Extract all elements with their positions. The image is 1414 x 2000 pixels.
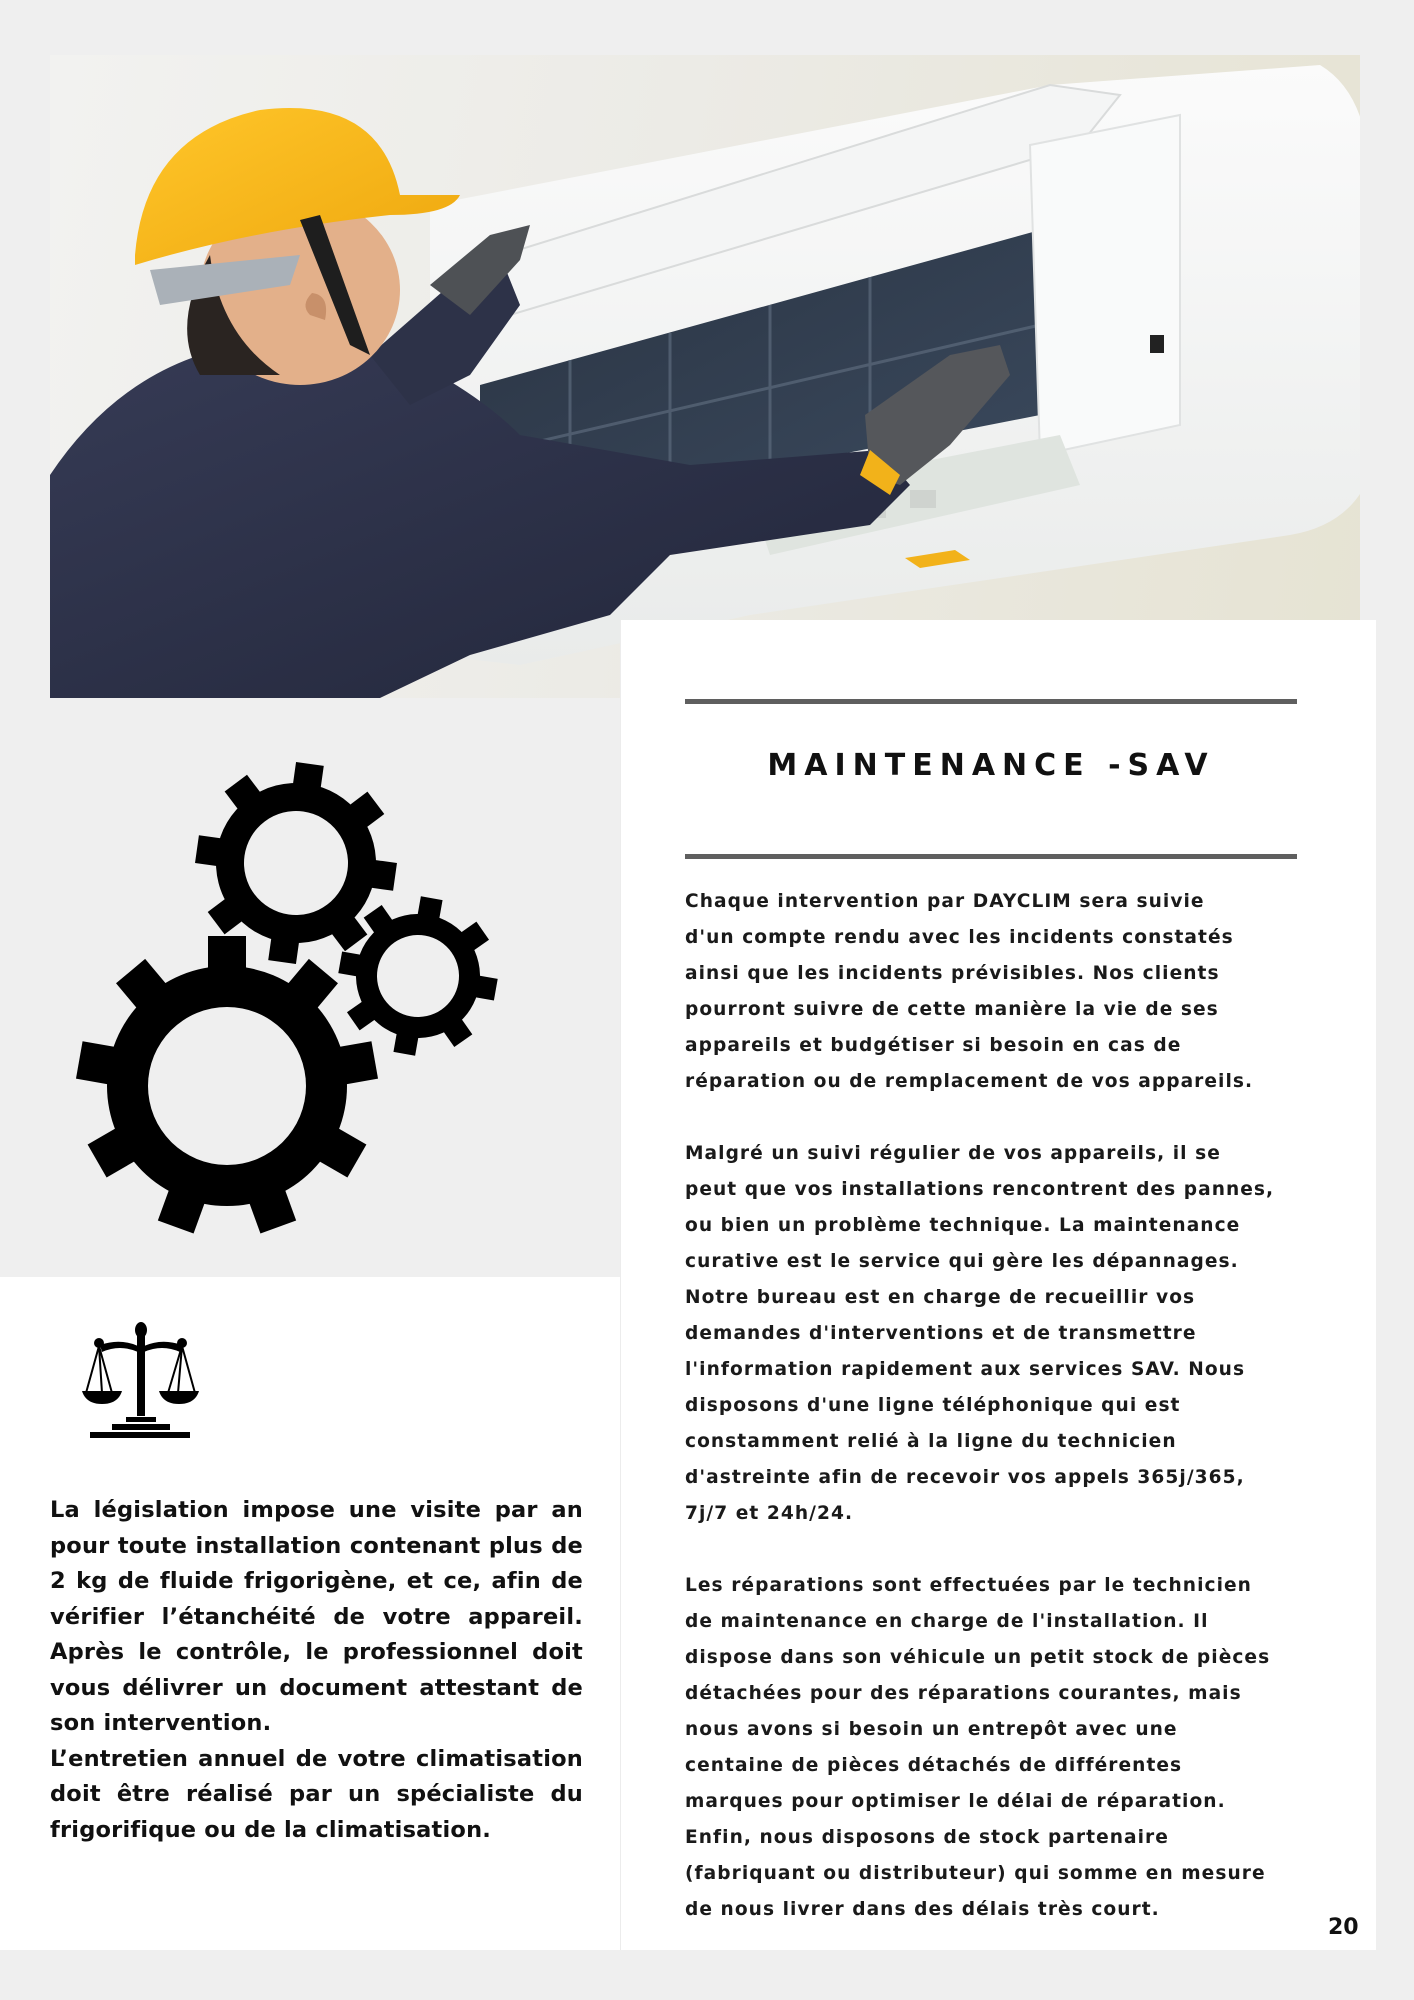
- gear-large: [76, 936, 378, 1233]
- legal-paragraph: La législation impose une visite par an pour toute installation contenant plus de 2 kg de fluide frigorigène, et ce, afin de vérifier l’étanchéité de votre appareil. Après le contrôle, le professionnel doit vous délivrer un document attestant de son intervention.: [50, 1497, 583, 1736]
- title-rule-bottom: [685, 854, 1297, 859]
- legal-paragraph: L’entretien annuel de votre climatisation doit être réalisé par un spécialiste du frigorifique ou de la climatisation.: [50, 1745, 583, 1843]
- maintenance-panel: [620, 620, 1376, 1950]
- section-title: MAINTENANCE -SAV: [767, 748, 1215, 783]
- scales-of-justice-icon: [60, 1300, 220, 1450]
- body-paragraph: Les réparations sont effectuées par le technicien de maintenance en charge de l'installation. Il dispose dans son véhicule un petit stock de pièces détachées pour des réparations courantes, mais nous avons si besoin un entrepôt avec une centaine de pièces détachés de différentes marques pour optimiser le délai de réparation. Enfin, nous disposons de stock partenaire (fabriquant ou distributeur) qui somme en mesure de nous livrer dans des délais très court.: [685, 1575, 1271, 1920]
- technician-ac-illustration: [50, 55, 1360, 698]
- hero-photo: [50, 55, 1360, 698]
- gears-icon: [60, 740, 520, 1260]
- title-rule-top: [685, 699, 1297, 704]
- body-paragraph: Malgré un suivi régulier de vos appareils, il se peut que vos installations rencontrent des pannes, ou bien un problème technique. La maintenance curative est le service qui gère les dépannages. Notre bureau est en charge de recueillir vos demandes d'interventions et de transmettre l'information rapidement aux services SAV. Nous disposons d'une ligne téléphonique qui est constamment relié à la ligne du technicien d'astreinte afin de recevoir vos appels 365j/365, 7j/7 et 24h/24.: [685, 1143, 1275, 1524]
- page-number: 20: [1328, 1915, 1359, 1940]
- body-paragraph: Chaque intervention par DAYCLIM sera suivie d'un compte rendu avec les incidents constatés ainsi que les incidents prévisibles. Nos clients pourront suivre de cette manière la vie de ses appareils et budgétiser si besoin en cas de réparation ou de remplacement de vos appareils.: [685, 891, 1254, 1092]
- body-text: [685, 884, 1297, 1964]
- legal-text: [50, 1493, 583, 1848]
